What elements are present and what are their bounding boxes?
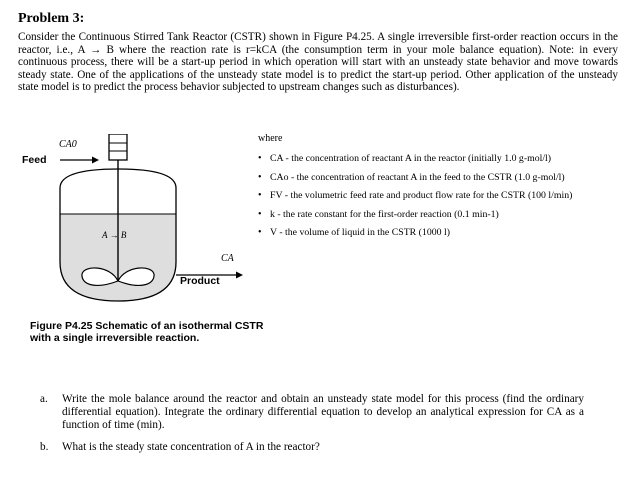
question-letter: a. [40,393,48,405]
ca-label: CA [221,253,234,264]
feed-label: Feed [22,154,47,166]
problem-intro: Consider the Continuous Stirred Tank Reactor (CSTR) shown in Figure P4.25. A single irreversible first-order reaction occurs in the reactor, i.e., A → B where the reaction rate is r=kCA (the consumption term in your mole balance equation). Note: in every continuous process, there will be a start-up period in which operation will start with an unsteady state behavior and move towards steady state. One of the applications of the unsteady state model is to predict the start-up period. Other application of the unsteady state model is to predict the process behavior subjected to upstream changes such as disturbances). [18,31,618,94]
question-list [40,393,584,463]
definition-list [258,153,610,246]
reaction-label: A → B [102,230,127,240]
definition-text: FV - the volumetric feed rate and product flow rate for the CSTR (100 l/min) [270,190,573,201]
problem-title: Problem 3: [18,11,85,26]
bullet-icon: • [258,190,262,201]
product-label: Product [180,275,220,287]
bullet-icon: • [258,153,262,164]
question-letter: b. [40,441,49,453]
product-arrow-icon [236,272,243,279]
figure-caption: Figure P4.25 Schematic of an isothermal CSTR with a single irreversible reaction. [30,320,264,344]
feed-arrow-icon [92,157,99,164]
definition-item [258,172,610,184]
definition-item [258,190,610,202]
definition-text: k - the rate constant for the first-order reaction (0.1 min-1) [270,208,499,220]
motor-icon [109,134,127,160]
definition-text: V - the volume of liquid in the CSTR (1000 l) [270,227,450,238]
definition-item [258,227,610,239]
question-text: Write the mole balance around the reactor and obtain an unsteady state model for this process (find the ordinary differential equation). Integrate the ordinary differential equation to develop an analytical expression for CA as a function of time (min). [62,393,584,431]
bullet-icon: • [258,227,262,238]
question-a [40,393,584,432]
where-label: where [258,133,283,144]
cao-label: CA0 [59,139,77,150]
question-text: What is the steady state concentration of A in the reactor? [62,441,320,453]
bullet-icon: • [258,208,262,220]
question-b [40,441,584,454]
bullet-icon: • [258,171,262,183]
cstr-figure [18,134,278,354]
definition-text: CA - the concentration of reactant A in the reactor (initially 1.0 g-mol/l) [270,153,552,164]
definition-item [258,153,610,165]
definition-text: CAo - the concentration of reactant A in the feed to the CSTR (1.0 g-mol/l) [270,171,565,183]
definition-item [258,209,610,221]
